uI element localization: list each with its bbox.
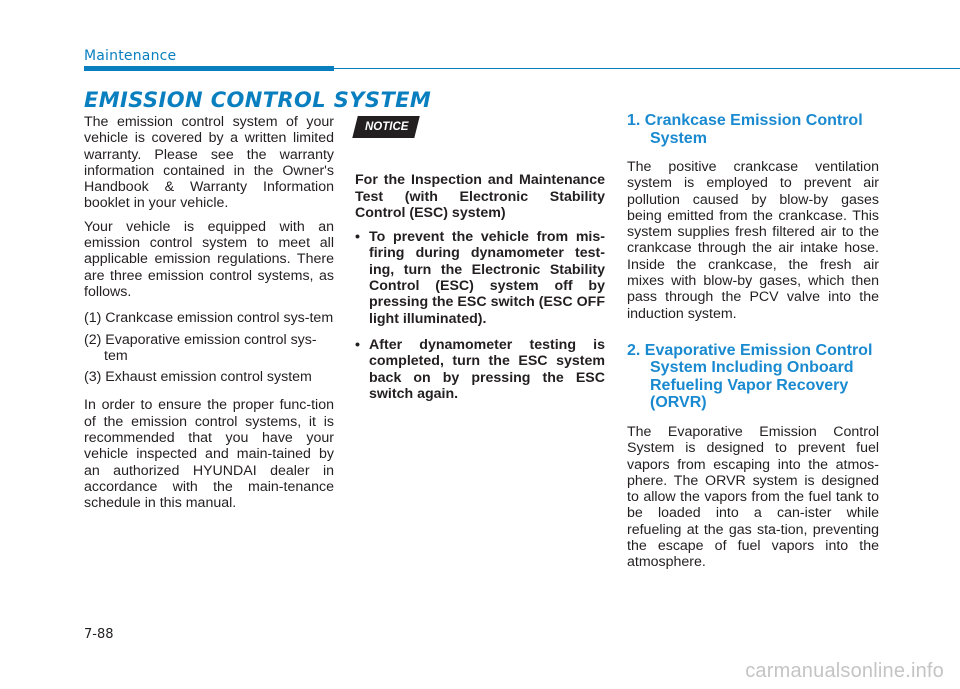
notice-badge-label: NOTICE bbox=[365, 121, 409, 133]
watermark: carmanualsonline.info bbox=[745, 660, 944, 682]
list-item: (1) Crankcase emission control sys-tem bbox=[84, 310, 334, 327]
header-rule-thin bbox=[334, 68, 960, 69]
evaporative-paragraph: The Evaporative Emission Control System is designed to prevent fuel vapors from escaping into the atmos-phere. The ORVR system is designed to allow the vapors from the fuel tank to be loaded into a can-ister while refueling at the gas sta-tion, preventing the escape of fuel vapors into the atmosphere. bbox=[627, 423, 879, 571]
notice-bullets bbox=[355, 229, 605, 402]
column-right bbox=[627, 112, 879, 591]
evaporative-heading: 2. Evaporative Emission Control System Including Onboard Refueling Vapor Recovery (ORVR) bbox=[627, 341, 873, 412]
list-item: (3) Exhaust emission control system bbox=[84, 369, 312, 386]
systems-list bbox=[84, 310, 334, 385]
intro-paragraph: The emission control system of your vehicle is covered by a written limited warranty. Please see the warranty information contained in the Owner's Handbook & Warranty Information booklet in your vehicle. bbox=[84, 114, 334, 212]
list-item: • After dynamometer testing is completed, turn the ESC system back on by pressing the ESC switch again. bbox=[355, 337, 605, 402]
list-item: (2) Evaporative emission control sys-tem bbox=[84, 331, 317, 364]
column-left bbox=[84, 114, 334, 519]
notice-content bbox=[355, 172, 605, 402]
page-title: EMISSION CONTROL SYSTEM bbox=[84, 88, 432, 112]
notice-intro: For the Inspection and Maintenance Test (with Electronic Stability Control (ESC) system) bbox=[355, 172, 605, 221]
equipment-paragraph: Your vehicle is equipped with an emission control system to meet all applicable emission regulations. There are three emission control systems, as follows. bbox=[84, 218, 334, 300]
list-item: • To prevent the vehicle from mis-firing during dynamometer test-ing, turn the Electronic Stability Control (ESC) system off by pressing the ESC switch (ESC OFF light illuminated). bbox=[355, 229, 605, 327]
crankcase-paragraph: The positive crankcase ventilation system is employed to prevent air pollution caused by blow-by gases being emitted from the crankcase. This system supplies fresh filtered air to the crankcase through the air intake hose. Inside the crankcase, the fresh air mixes with blow-by gases, which then pass through the PCV valve into the induction system. bbox=[627, 159, 879, 322]
section-label: Maintenance bbox=[84, 48, 177, 64]
page-number: 7-88 bbox=[84, 627, 114, 642]
notice-badge bbox=[352, 116, 420, 138]
maintenance-paragraph: In order to ensure the proper func-tion of the emission control systems, it is recommended that you have your vehicle inspected and main-tained by an authorized HYUNDAI dealer in accordance with the main-tenance schedule in this manual. bbox=[84, 397, 334, 512]
column-middle bbox=[355, 114, 605, 412]
crankcase-heading: 1. Crankcase Emission Control System bbox=[627, 112, 863, 147]
header-rule-thick bbox=[84, 66, 334, 71]
